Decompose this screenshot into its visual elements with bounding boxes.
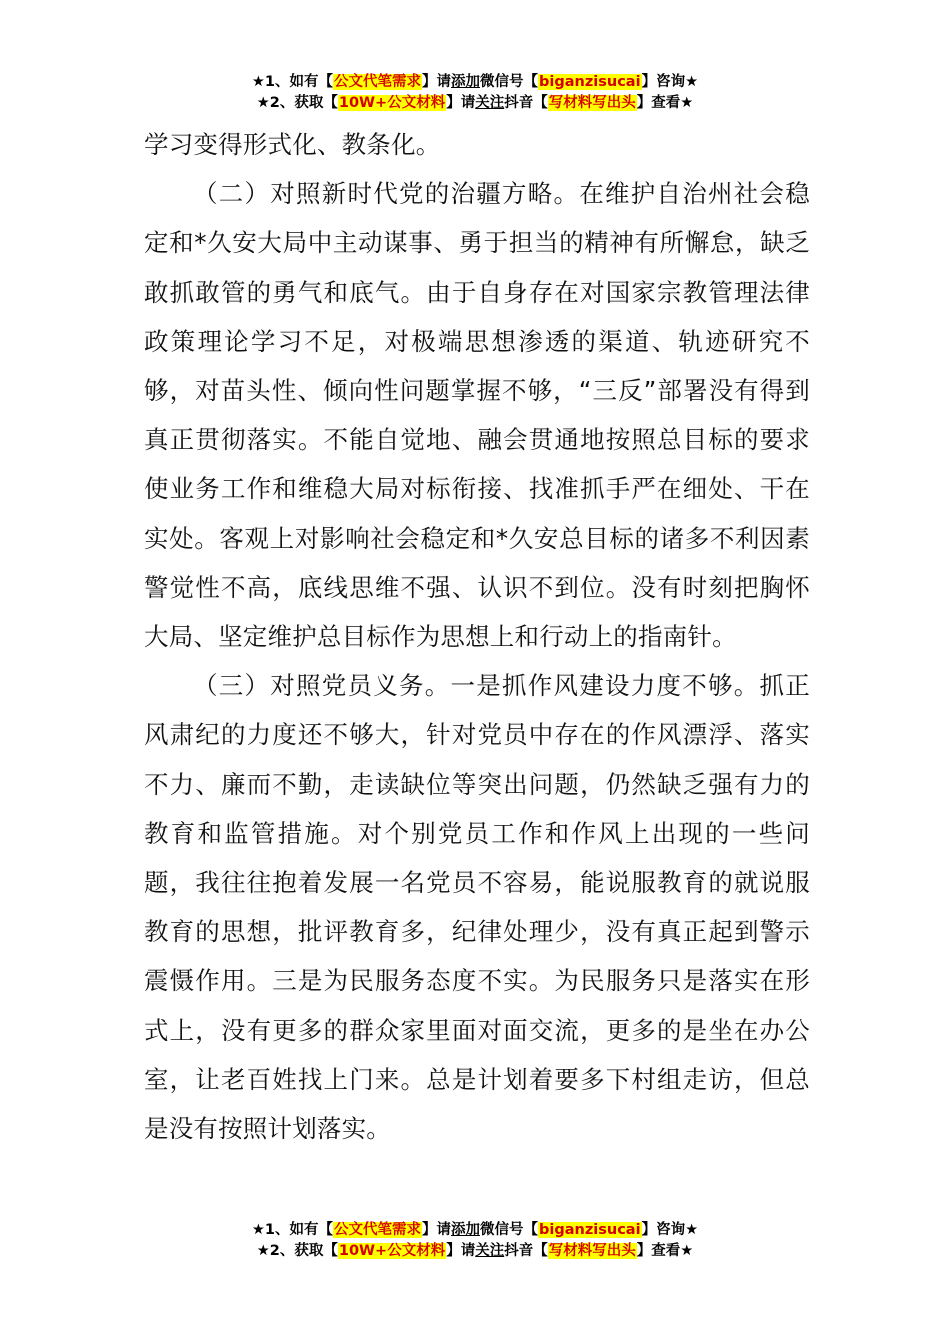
banner-highlight: 公文代笔需求 xyxy=(334,74,422,90)
banner-text: ★1、如有【 xyxy=(251,74,334,90)
banner-text: 抖音【 xyxy=(504,1243,548,1259)
document-body xyxy=(144,120,810,1153)
footer-banner-line-2 xyxy=(0,1241,950,1262)
banner-highlight: 10W+公文材料 xyxy=(338,95,446,111)
banner-text: 】查看★ xyxy=(636,1243,694,1259)
banner-highlight: biganzisucai xyxy=(539,74,641,90)
footer-banner-line-1 xyxy=(0,1220,950,1241)
body-paragraph-section-2: （二）对照新时代党的治疆方略。在维护自治州社会稳定和*久安大局中主动谋事、勇于担当的精神有所懈怠，缺乏敢抓敢管的勇气和底气。由于自身存在对国家宗教管理法律政策理论学习不足，对极端思想渗透的渠道、轨迹研究不够，对苗头性、倾向性问题掌握不够，“三反”部署没有得到真正贯彻落实。不能自觉地、融会贯通地按照总目标的要求使业务工作和维稳大局对标衔接、找准抓手严在细处、干在实处。客观上对影响社会稳定和*久安总目标的诸多不利因素警觉性不高，底线思维不强、认识不到位。没有时刻把胸怀大局、坚定维护总目标作为思想上和行动上的指南针。 xyxy=(144,179,810,652)
banner-underline: 添加 xyxy=(451,1222,481,1238)
banner-text: 】请 xyxy=(422,74,452,90)
banner-text: 】咨询★ xyxy=(641,74,699,90)
banner-text: 】请 xyxy=(446,1243,476,1259)
banner-underline: 添加 xyxy=(451,74,481,90)
banner-highlight: 写材料写出头 xyxy=(548,95,636,111)
banner-underline: 关注 xyxy=(475,95,505,111)
banner-highlight: 10W+公文材料 xyxy=(338,1243,446,1259)
banner-text: ★2、获取【 xyxy=(256,1243,338,1259)
banner-text: 】查看★ xyxy=(636,95,694,111)
banner-highlight: 写材料写出头 xyxy=(548,1243,636,1259)
body-paragraph-continuation: 学习变得形式化、教条化。 xyxy=(144,130,441,159)
banner-text: ★2、获取【 xyxy=(256,95,338,111)
banner-text: 】请 xyxy=(446,95,476,111)
banner-text: 微信号【 xyxy=(480,74,539,90)
banner-text: 】咨询★ xyxy=(641,1222,699,1238)
banner-highlight: 公文代笔需求 xyxy=(334,1222,422,1238)
banner-text: 抖音【 xyxy=(504,95,548,111)
footer-banner xyxy=(0,1220,950,1262)
banner-highlight: biganzisucai xyxy=(539,1222,641,1238)
banner-text: ★1、如有【 xyxy=(251,1222,334,1238)
header-banner-line-2 xyxy=(0,93,950,114)
header-banner xyxy=(0,72,950,114)
body-paragraph-section-3: （三）对照党员义务。一是抓作风建设力度不够。抓正风肃纪的力度还不够大，针对党员中存在的作风漂浮、落实不力、廉而不勤，走读缺位等突出问题，仍然缺乏强有力的教育和监管措施。对个别党员工作和作风上出现的一些问题，我往往抱着发展一名党员不容易，能说服教育的就说服教育的思想，批评教育多，纪律处理少，没有真正起到警示震慑作用。三是为民服务态度不实。为民服务只是落实在形式上，没有更多的群众家里面对面交流，更多的是坐在办公室，让老百姓找上门来。总是计划着要多下村组走访，但总是没有按照计划落实。 xyxy=(144,671,810,1144)
banner-text: 微信号【 xyxy=(480,1222,539,1238)
banner-text: 】请 xyxy=(422,1222,452,1238)
header-banner-line-1 xyxy=(0,72,950,93)
banner-underline: 关注 xyxy=(475,1243,505,1259)
